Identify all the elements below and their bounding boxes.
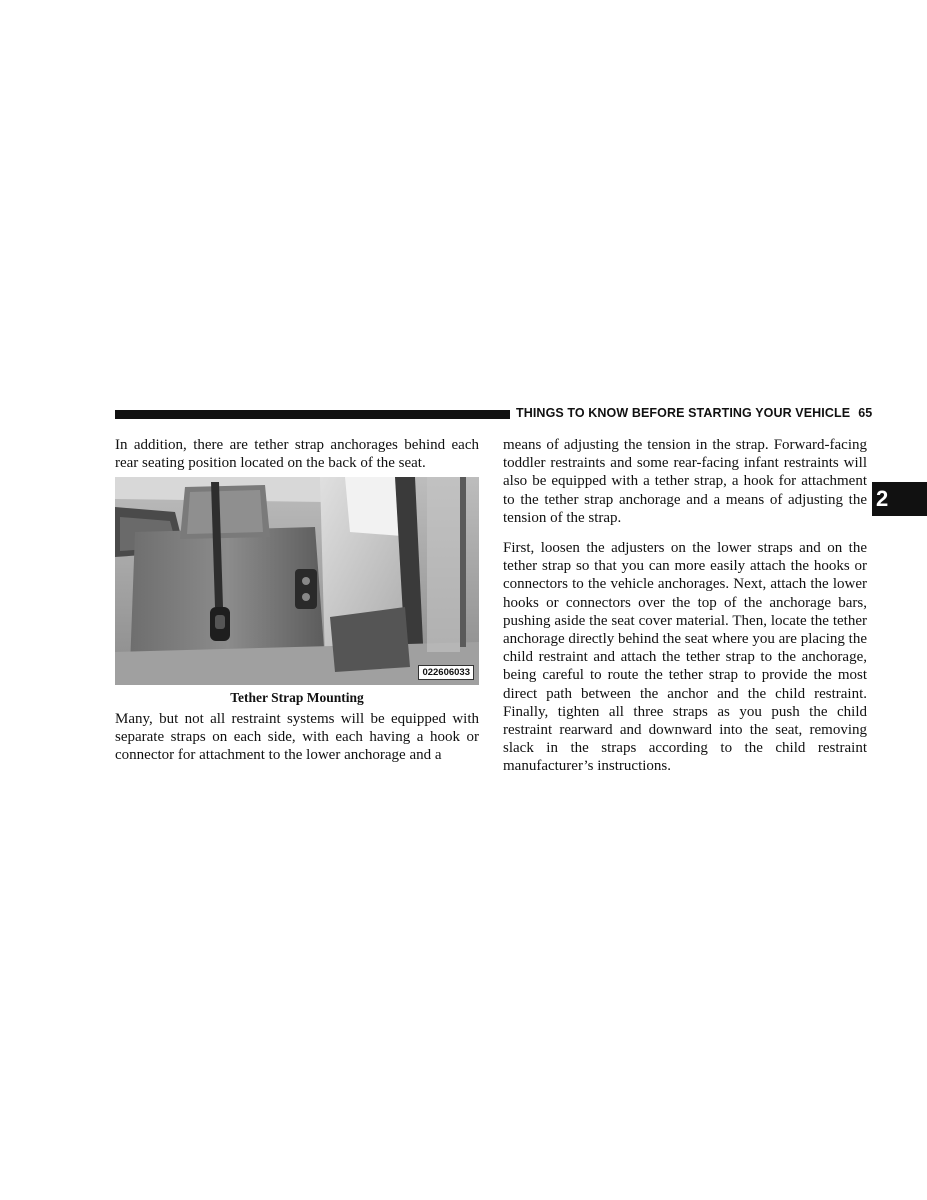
right-column [503, 436, 867, 776]
figure-caption: Tether Strap Mounting [230, 690, 364, 705]
left-column-top [115, 436, 479, 472]
restraint-systems-paragraph: Many, but not all restraint systems will be equipped with separate straps on each side, with each having a hook or connector for attachment to the lower anchorage and a [115, 711, 479, 764]
intro-paragraph: In addition, there are tether strap anchorages behind each rear seating position located on the back of the seat. [115, 437, 479, 472]
tension-paragraph: means of adjusting the tension in the strap. Forward-facing toddler restraints and some rear-facing infant restraints will also be equipped with a tether strap, a hook for attachment to the tether strap anchorage and a means of adjusting the tension of the strap. [503, 437, 867, 526]
car-interior-illustration [115, 477, 479, 685]
page-number: 65 [858, 406, 873, 420]
installation-steps-paragraph: First, loosen the adjusters on the lower straps and on the tether strap so that you can more easily attach the hooks or connectors to the vehicle anchorages. Next, attach the lower hooks or connectors over the top of the anchorage bars, pushing aside the seat cover material. Then, locate the tether anchorage directly behind the seat where you are placing the child restraint and attach the tether strap to the anchorage, being careful to route the tether strap to provide the most direct path between the anchor and the child restraint. Finally, tighten all three straps as you push the child restraint rearward and downward into the seat, removing slack in the straps according to the child restraint manufacturer’s instructions. [503, 540, 867, 775]
figure-id-label: 022606033 [418, 665, 474, 680]
section-title: THINGS TO KNOW BEFORE STARTING YOUR VEHICLE [516, 406, 851, 420]
chapter-tab: 2 [872, 482, 927, 516]
tether-strap-photo [115, 477, 479, 685]
running-header [516, 406, 873, 420]
left-column-bottom [115, 710, 479, 765]
header-rule [115, 410, 510, 419]
